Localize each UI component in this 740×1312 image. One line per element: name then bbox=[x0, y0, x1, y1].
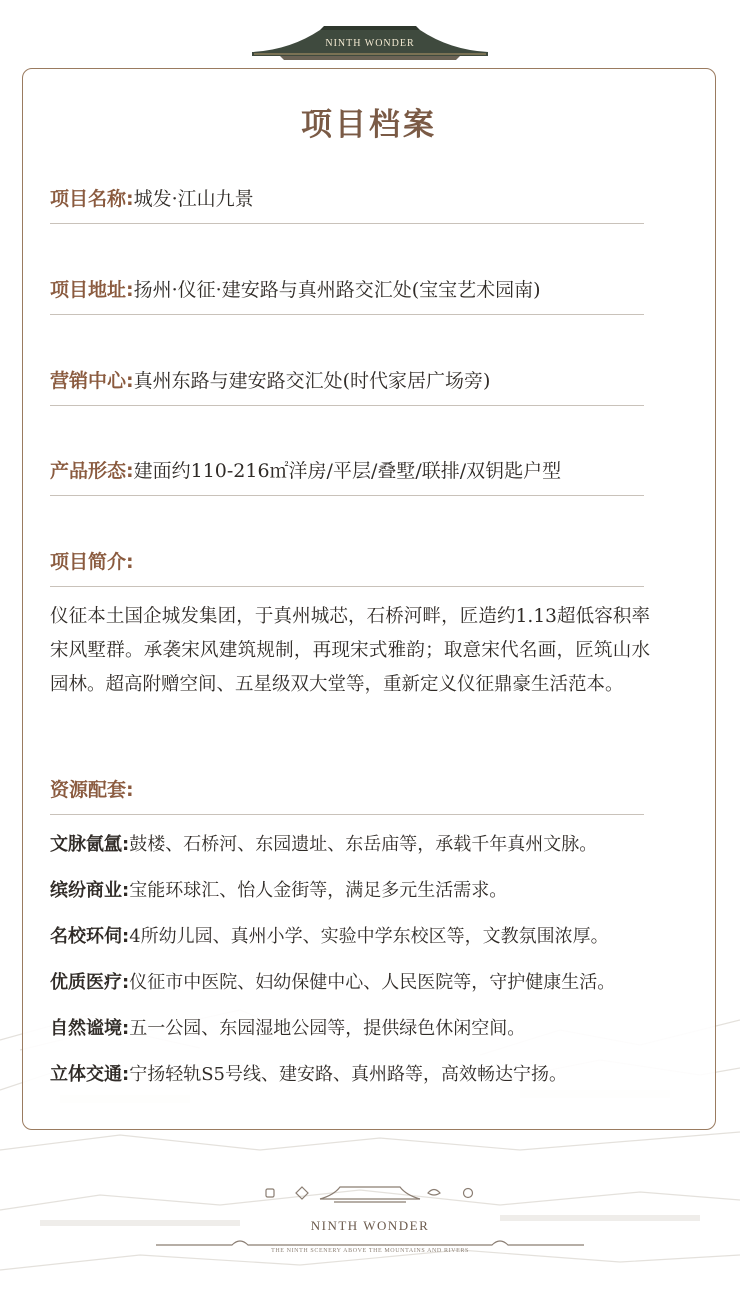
resource-label: 缤纷商业: bbox=[50, 880, 130, 901]
field-value: 真州东路与建安路交汇处(时代家居广场旁) bbox=[133, 370, 491, 392]
resource-value: 仪征市中医院、妇幼保健中心、人民医院等，守护健康生活。 bbox=[129, 972, 616, 993]
field-label: 营销中心: bbox=[50, 370, 134, 392]
footer-brand bbox=[0, 1182, 740, 1262]
list-item bbox=[50, 1014, 670, 1060]
resource-label: 优质医疗: bbox=[50, 972, 130, 993]
resource-label: 自然谧境: bbox=[50, 1018, 130, 1039]
list-item bbox=[50, 922, 670, 968]
field-value: 城发·江山九景 bbox=[133, 188, 254, 210]
resource-value: 4所幼儿园、真州小学、实验中学东校区等，文教氛围浓厚。 bbox=[129, 926, 609, 947]
resource-value: 五一公园、东园湿地公园等，提供绿色休闲空间。 bbox=[129, 1018, 526, 1039]
resources-heading: 资源配套: bbox=[50, 775, 644, 815]
top-brand-text: NINTH WONDER bbox=[325, 38, 415, 49]
field-label: 产品形态: bbox=[50, 460, 134, 482]
field-project-address bbox=[50, 275, 644, 315]
field-value: 扬州·仪征·建安路与真州路交汇处(宝宝艺术园南) bbox=[133, 279, 541, 301]
resource-value: 宝能环球汇、怡人金街等，满足多元生活需求。 bbox=[129, 880, 508, 901]
intro-text: 仪征本土国企城发集团，于真州城芯，石桥河畔，匠造约1.13超低容积率宋风墅群。承袭宋风建筑规制，再现宋式雅韵；取意宋代名画，匠筑山水园林。超高附赠空间、五星级双大堂等，重新定义仪征鼎豪生活范本。 bbox=[50, 606, 650, 695]
list-item bbox=[50, 830, 670, 876]
field-value: 建面约110-216㎡洋房/平层/叠墅/联排/双钥匙户型 bbox=[133, 460, 562, 482]
diamond-ornament-icon bbox=[296, 1187, 308, 1199]
footer-ornament bbox=[0, 1182, 740, 1252]
field-sales-center bbox=[50, 366, 644, 406]
top-roof-ornament bbox=[250, 22, 490, 62]
card-title: 项目档案 bbox=[301, 107, 437, 143]
cloud-ornament-icon bbox=[428, 1190, 440, 1196]
field-product-type bbox=[50, 456, 644, 496]
circle-ornament-icon bbox=[464, 1189, 473, 1198]
resources-list bbox=[50, 830, 670, 1106]
field-label: 项目地址: bbox=[50, 279, 134, 301]
square-ornament-icon bbox=[266, 1189, 274, 1197]
field-project-name bbox=[50, 184, 644, 224]
resource-value: 宁扬轻轨S5号线、建安路、真州路等，高效畅达宁扬。 bbox=[129, 1064, 567, 1085]
intro-heading: 项目简介: bbox=[50, 547, 644, 587]
list-item bbox=[50, 968, 670, 1014]
pavilion-roof-icon bbox=[320, 1187, 420, 1199]
resource-value: 鼓楼、石桥河、东园遗址、东岳庙等，承载千年真州文脉。 bbox=[129, 834, 598, 855]
footer-tagline: THE NINTH SCENERY ABOVE THE MOUNTAINS AND RIVERS bbox=[271, 1248, 469, 1254]
list-item bbox=[50, 1060, 670, 1106]
list-item bbox=[50, 876, 670, 922]
resource-label: 立体交通: bbox=[50, 1064, 130, 1085]
resource-label: 文脉氤氲: bbox=[50, 834, 130, 855]
field-label: 项目名称: bbox=[50, 188, 134, 210]
footer-brand-title: NINTH WONDER bbox=[310, 1218, 430, 1233]
resource-label: 名校环伺: bbox=[50, 926, 130, 947]
